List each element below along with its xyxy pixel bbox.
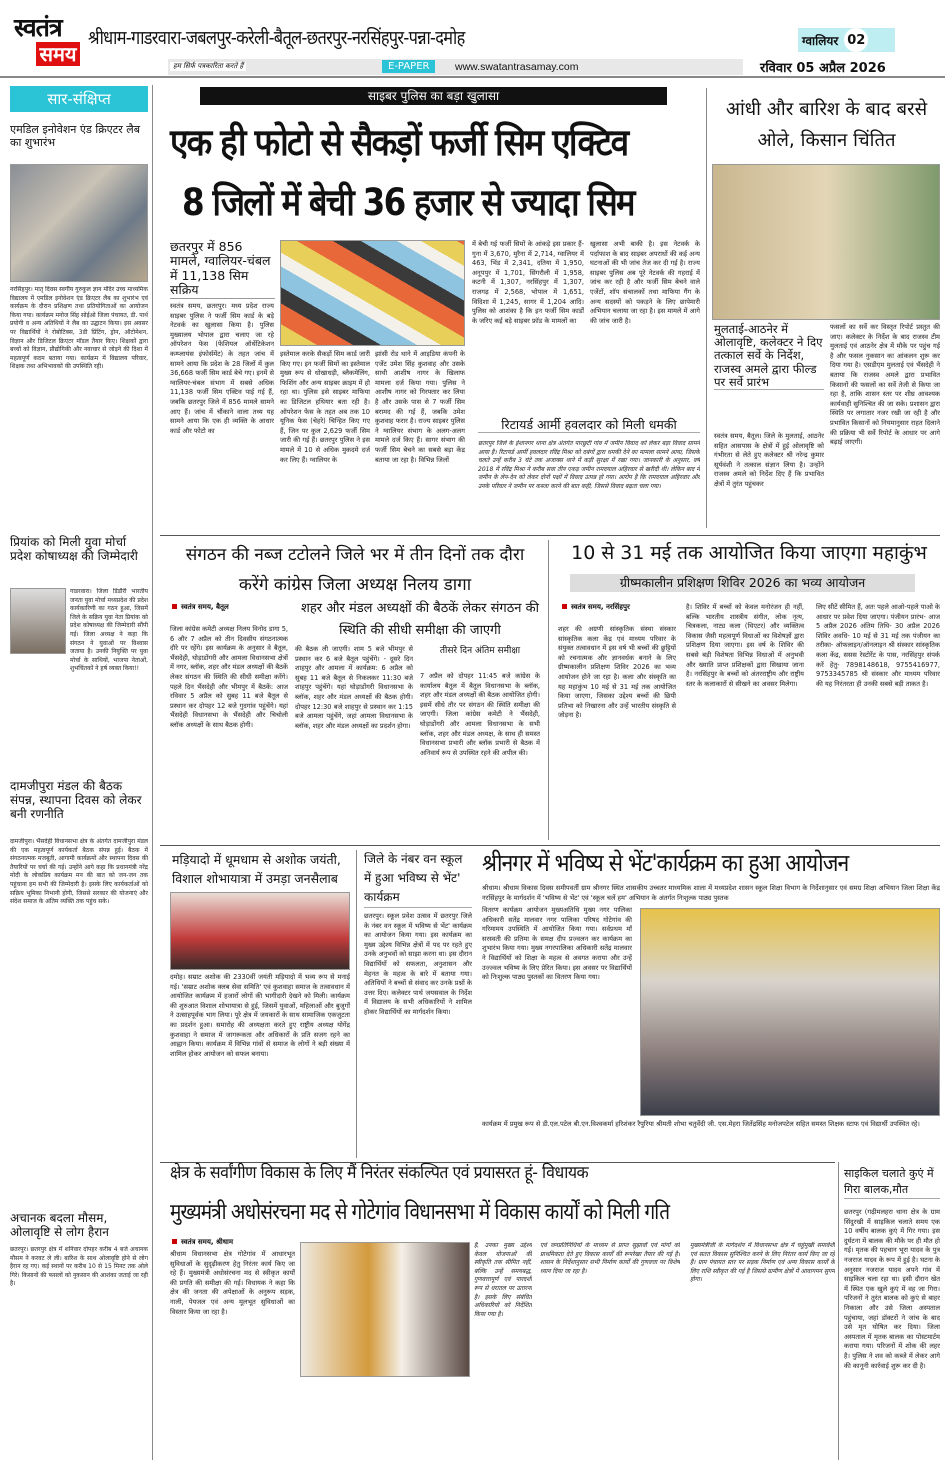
website-link[interactable]: www.swatantrasamay.com bbox=[455, 61, 579, 73]
lead-body-col2: इस्तेमाल करके सैकड़ों सिम कार्ड जारी किए गए। इन फर्जी सिमों का इस्तेमाल मुख्य रूप से धोखाधड़ी, ब्लैकमेलिंग, फिशिंग और अन्य साइबर क्राइम में हो रहा था। पुलिस इसे साइबर माफिया का डिजिटल हथियार बता रही है। ऑपरेशन फेस के तहत अब तक 10 यूनिक फेस (चेहरे) चिन्हित किए गए हैं, जिन पर कुल 2,629 फर्जी सिम जारी की गई हैं। छतरपुर पुलिस ने इस मामले में 10 से अधिक मुकदमे दर्ज कर लिए हैं। ग्वालियर के bbox=[280, 350, 370, 464]
epaper-label[interactable]: E-PAPER bbox=[382, 60, 435, 73]
cm-headline: मुख्यमंत्री अधोसंरचना मद से गोटेगांव विधानसभा में विकास कार्यों को मिली गति bbox=[170, 1200, 670, 1225]
edition-name: ग्वालियर bbox=[802, 33, 839, 48]
shrinagar-headline: श्रीनगर में भविष्य से भेंट'कार्यक्रम का हुआ आयोजन bbox=[482, 849, 849, 877]
column-divider bbox=[706, 88, 707, 528]
kumbh-headline: 10 से 31 मई तक आयोजित किया जाएगा महाकुंभ bbox=[571, 542, 927, 564]
shrinagar-body: वितरण कार्यक्रम आयोजन मुख्यअतिथि मुख्य नगर पालिका अधिकारी सतेंद्र मालवार नगर पालिका परिषद गोटेगांव की गरिमामय उपस्थिति में आयोजित किया गया। सर्वप्रथम माँ सरस्वती की प्रतिमा के समक्ष दीप प्रज्वलन कर कार्यक्रम का शुभारंभ किया गया। मुख्य नगरपालिका अधिकारी सतेंद्र मालवार ने विद्यार्थियों को शिक्षा के महत्व से अवगत कराया और उन्हें उज्ज्वल भविष्य के लिए प्रेरित किया। इस अवसर पर विद्यार्थियों को निःशुल्क पाठ्य पुस्तकों का वितरण किया गया। bbox=[482, 906, 632, 982]
threat-body: छतरपुर जिले के ईशानगर थाना क्षेत्र अंतर्गत पारछुटी गांव में जमीन विवाद को लेकर बड़ा विवाद सामने आया है। रिटायर्ड आर्मी हवलदार रविंद्र मिश्रा को दबंगों द्वारा धमकी देने का मामला सामने आया, जिसके चलते उन्हें करीब 3 घंटे तक अजाक्स थाने में कड़ी सुरक्षा में रखा गया। जानकारी के अनुसार, वर्ष 2018 में रविंद्र मिश्रा ने करीब सवा तीन एकड़ जमीन रामदयाल अहिरवार से खरीदी थी। लेकिन बाद में जमीन के लेन-देन को लेकर दोनों पक्षों में विवाद उत्पन्न हो गया। आरोप है कि रामदयाल अहिरवार और उनके परिवार ने जमीन पर कब्जा करने की बात कही, जिससे विवाद बढ़ता चला गया। bbox=[478, 440, 700, 490]
well-body: छतरपुर (गढ़ीमलहरा थाना क्षेत्र के ग्राम सिंदुरखी में साइकिल चलाते समय एक 10 वर्षीय बालक कुएं में गिर गया। इस दुर्घटना में बालक की मौके पर ही मौत हो गई। मृतक की पहचान भूरा यादव के पुत्र नजराज यादव के रूप में हुई है। घटना के अनुसार नजराज यादव अपने गांव में साइकिल चला रहा था। इसी दौरान खेत में स्थित एक खुले कुएं में वह जा गिरा। परिजनों ने तुरंत बालक को कुएं से बाहर निकाला और उसे जिला अस्पताल पहुंचाया, जहां डॉक्टरों ने जांच के बाद उसे मृत घोषित कर दिया। जिला अस्पताल में मृतक बालक का पोस्टमार्टम कराया गया। परिजनों में शोक की लहर है। पुलिस ने शव को कब्जे में लेकर आगे की कानूनी कार्रवाई शुरू कर दी है। bbox=[844, 1208, 940, 1370]
lead-body-col4: में बेची गई फर्जी सिमों के आंकड़े इस प्रकार हैं- गुना में 3,670, मुरैना में 2,714, ग्वालियर में 463, भिंड में 2,341, दतिया में 1,950, अनूपपुर में 1,701, सिंगरौली में 1,958, कटनी में 1,307, नरसिंहपुर में 1,307, राजगढ़ में 2,568, भोपाल में 1,651, विदिशा में 1,245, सागर में 1,204 आदि। पुलिस को आशंका है कि इन फर्जी सिम कार्डों के जरिए कई बड़े साइबर फ्रॉड के मामलों का bbox=[472, 240, 584, 325]
madhiya-headline: मड़ियादो में धूमधाम से अशोक जयंती, विशाल शोभायात्रा में उमड़ा जनसैलाब bbox=[172, 852, 341, 886]
congress-body-col1: जिला कांग्रेस कमेटी अध्यक्ष निलय विनोद डागा 5, 6 और 7 अप्रैल को तीन दिवसीय संगठनात्मक दौरे पर रहेंगे। इस कार्यक्रम के अनुसार वे बैतूल, भैंसदेही, घोड़ाडोंगरी और आमला विधानसभा क्षेत्रों में नगर, ब्लॉक, शहर और मंडल अध्यक्षों की बैठकें लेकर संगठन की स्थिति की सीधी समीक्षा करेंगे। पहले दिन भैंसदेही और भीमपुर में बैठकें: आज रविवार 5 अप्रैल को सुबह 11 बजे बैतूल से प्रस्थान कर दोपहर 12 बजे गुदगांव पहुंचेंगे। यहां भैंसदेही विधानसभा के भैंसदेही और चिचोली ब्लॉक अध्यक्षों के साथ बैठक होगी। bbox=[170, 625, 288, 729]
masthead bbox=[0, 0, 945, 78]
cm-body-col4: मुख्यमंत्रीजी के मार्गदर्शन में विधानसभा क्षेत्र में चहुंमुखी समावेशी एवं सतत विकास सुनिश्चित करने के लिए निरंतर कार्य किए जा रहे हैं। ग्राम पंचायत स्तर पर सड़क निर्माण एवं अन्य विकास कार्यों के लिए राशि स्वीकृत की गई है जिससे ग्रामीण क्षेत्रों में आवागमन सुगम होगा। bbox=[690, 1242, 835, 1284]
kumbh-body-col2: है। शिविर में बच्चों को केवल मनोरंजन ही नहीं, बल्कि भारतीय शास्त्रीय संगीत, लोक नृत्य, चित्रकला, नाट्य कला (थिएटर) और व्यक्तित्व विकास जैसी महत्वपूर्ण विधाओं का विशेषज्ञों द्वारा प्रशिक्षण दिया जाएगा। इस वर्ष के शिविर की सबसे बड़ी विशेषता विभिन्न विधाओं में अनुभवी और ख्याति प्राप्त प्रशिक्षकों द्वारा सिखाया जाना है। नरसिंहपुर के बच्चों को अंतरराष्ट्रीय और राष्ट्रीय स्तर के कलाकारों से सीखने का अवसर मिलेगा। bbox=[686, 603, 804, 688]
hail-subhead: मुलताई-आठनेर में ओलावृष्टि, कलेक्टर ने दिए तत्काल सर्वे के निर्देश, राजस्व अमले द्वारा फील्ड पर सर्वे प्रारंभ bbox=[714, 322, 823, 389]
shrinagar-intro: श्रीधाम। श्रीधाम विकास दिवस समीपवर्ती ग्राम श्रीनगर स्थित शासकीय उच्चतर माध्यमिक शाला में मध्यप्रदेश शासन स्कूल शिक्षा विभाग के निर्देशानुसार एवं समग्र शिक्षा अभियान जिला शिक्षा केंद्र नरसिंहपुर के मार्गदर्शन में 'भविष्य से भेंट' एवं 'स्कूल चलें हम' अभियान के अंतर्गत निःशुल्क पाठ्य पुस्तक bbox=[482, 884, 940, 902]
lead-body-col1: स्वतंत्र समय, छतरपुर। मध्य प्रदेश राज्य साइबर पुलिस ने फर्जी सिम कार्ड के बड़े नेटवर्क का खुलासा किया है। पुलिस मुख्यालय भोपाल द्वारा चलाए जा रहे ऑपरेशन फेस (फेशियल ऑथेंटिकेशन कम्प्लायंस इंफोर्समेंट) के तहत जांच में सामने आया कि प्रदेश के 28 जिलों में कुल 36,668 फर्जी सिम कार्ड बेचे गए। इनमें से ग्वालियर-चंबल संभाग में सबसे अधिक 11,138 फर्जी सिम एक्टिव पाई गई हैं, जबकि छतरपुर जिले में 856 मामले सामने आए हैं। जांच में चौंकाने वाला तथ्य यह सामने आया कि एक ही व्यक्ति के आधार कार्ड और फोटो का bbox=[170, 302, 274, 435]
congress-body-col2: की बैठक ली जाएगी। शाम 5 बजे भीमपुर से प्रस्थान कर 6 बजे बैतूल पहुंचेंगे। - दूसरे दिन शाहपुर और आमला में कार्यक्रम: 6 अप्रैल को सुबह 11 बजे बैतूल से निकलकर 11:30 बजे शाहपुर पहुंचेंगे। यहां घोड़ाडोंगरी विधानसभा के ब्लॉक, शहर और मंडल अध्यक्षों की बैठक होगी। दोपहर 12:30 बजे शाहपुर से प्रस्थान कर 1:15 बजे आमला पहुंचेंगे, जहां आमला विधानसभा के ब्लॉक, शहर और मंडल अध्यक्षों का प्रदर्शन होगा। bbox=[295, 645, 413, 730]
sidebar-section-title: सार-संक्षिप्त bbox=[10, 86, 148, 112]
shrinagar-footer: कार्यक्रम में प्रमुख रूप से डी.एल.पटेल बी.एन.विश्वकर्मा हरिशंकर रैपुरिया श्रीमती शोभा चतुर्वेदी जी. एस.मेहरा जितेंद्रसिंह मनोजपटेल सहित समस्त शिक्षक स्टाफ एवं विद्यार्थी उपस्थित रहे। bbox=[482, 1120, 920, 1128]
madhiya-body: दमोह। सम्राट अशोक की 2330वीं जयंती मड़ियादो में भव्य रूप से मनाई गई। 'सम्राट अशोक क्लब सेवा समिति' एवं कुशवाहा समाज के तत्वावधान में आयोजित कार्यक्रम में हजारों लोगों की भागीदारी देखने को मिली। कार्यक्रम की शुरुआत विशाल शोभायात्रा से हुई, जिसमें युवाओं, महिलाओं और बुजुर्गों ने उत्साहपूर्वक भाग लिया। पूरे क्षेत्र में जयकारों के साथ सामाजिक एकजुटता का प्रदर्शन हुआ। समारोह की अध्यक्षता करते हुए राष्ट्रीय अध्यक्ष योगेंद्र कुशवाहा ने समाज में जागरूकता और अधिकारों के प्रति सजग रहने का आह्वान किया। कार्यक्रम में विभिन्न गांवों से समाज के लोगों ने बड़ी संख्या में शामिल होकर आयोजन को सफल बनाया। bbox=[170, 973, 350, 1058]
congress-subhead-2: तीसरे दिन अंतिम समीक्षा bbox=[439, 646, 521, 656]
column-divider bbox=[548, 540, 549, 840]
lab-photo bbox=[10, 164, 148, 282]
section-rule bbox=[160, 845, 940, 846]
hail-field-photo bbox=[712, 164, 940, 320]
lead-headline-2: 8 जिलों में बेची 36 हजार से ज्यादा सिम bbox=[182, 181, 634, 224]
logo bbox=[14, 14, 80, 66]
cm-body-col2: है, उनका मुख्य उद्देश्य केवल योजनाओं की स्वीकृति तक सीमित नहीं, बल्कि उन्हें समयबद्ध, गुणवत्तापूर्ण एवं पारदर्शी रूप से धरातल पर उतारना है। इसके लिए संबंधित अधिकारियों को निर्देशित किया गया है। bbox=[474, 1242, 532, 1318]
masthead-cities: श्रीधाम-गाडरवारा-जबलपुर-करेली-बैतूल-छतरपुर-नरसिंहपुर-पन्ना-दमोह bbox=[88, 27, 465, 49]
cm-meeting-photo bbox=[300, 1242, 470, 1377]
logo-bottom: समय bbox=[36, 42, 80, 66]
sidebar-article-title: दामजीपुरा मंडल की बैठक संपन्न, स्थापना दिवस को लेकर बनी रणनीति bbox=[10, 779, 142, 821]
well-headline: साइकिल चलाते कुएं में गिरा बालक,मौत bbox=[844, 1166, 940, 1199]
lead-body-col5: खुलासा अभी बाकी है। इस नेटवर्क के पर्दाफाश के बाद साइबर अपराधों की कई अन्य घटनाओं की भी जांच तेज कर दी गई है। राज्य साइबर पुलिस अब पूरे नेटवर्क की गहराई में जांच कर रही है और फर्जी सिम बेचने वाले एजेंटों, शॉप संचालकों तथा माफिया गैंग के अन्य सदस्यों को पकड़ने के लिए छापेमारी अभियान चलाया जा रहा है। इस मामले में आगे की जांच जारी है। bbox=[590, 240, 700, 325]
procession-photo bbox=[170, 892, 350, 970]
priyank-photo bbox=[10, 588, 66, 654]
sidebar bbox=[10, 86, 148, 1396]
column-divider bbox=[356, 850, 357, 1158]
tagline: हम सिर्फ पत्रकारिता करते हैं bbox=[170, 62, 246, 71]
congress-subhead: शहर और मंडल अध्यक्षों की बैठकें लेकर संगठन की स्थिति की सीधी समीक्षा की जाएगी bbox=[301, 601, 539, 638]
congress-body-col3: 7 अप्रैल को दोपहर 11:45 बजे कांग्रेस के कार्यालय बैतूल में बैतूल विधानसभा के ब्लॉक, शहर और मंडल अध्यक्षों की बैठक आयोजित होगी। इसमें सीधे तौर पर संगठन की स्थिति समीक्षा की जाएगी। जिला कांग्रेस कमेटी ने भैंसदेही, घोड़ाडोंगरी और आमला विधानसभा के सभी ब्लॉक, शहर और मंडल अध्यक्ष, के साथ ही समस्त विधानसभा प्रभारी और ब्लॉक प्रभारी से बैठक में अनिवार्य रूप से उपस्थित रहने की अपील की। bbox=[420, 672, 540, 757]
lead-subhead: छतरपुर में 856 मामले, ग्वालियर-चंबल में 11,138 सिम सक्रिय bbox=[170, 240, 275, 299]
congress-byline: स्वतंत्र समय, बैतूल bbox=[172, 603, 229, 612]
logo-top: स्वतंत्र bbox=[14, 13, 62, 42]
cm-body-col1: श्रीधाम विधानसभा क्षेत्र गोटेगांव में आधारभूत सुविधाओं के सुदृढ़ीकरण हेतु निरंतर कार्य किए जा रहे हैं। मुख्यमंत्री अधोसंरचना मद से स्वीकृत कार्यों की प्रगति की समीक्षा की गई। विधायक ने कहा कि क्षेत्र की जनता की अपेक्षाओं के अनुरूप सड़क, नाली, पेयजल एवं अन्य मूलभूत सुविधाओं का विस्तार किया जा रहा है। bbox=[170, 1250, 295, 1316]
sidebar-divider bbox=[152, 85, 153, 1460]
sidebar-article-title: अचानक बदला मौसम, ओलावृष्टि से लोग हैरान bbox=[10, 1211, 109, 1239]
sim-cards-photo bbox=[280, 240, 465, 346]
congress-headline: संगठन की नब्ज टटोलने जिले भर में तीन दिनों तक दौरा करेंगे कांग्रेस जिला अध्यक्ष निलय डागा bbox=[185, 545, 525, 595]
kumbh-body-col3: लिए सीटें सीमित हैं, अतः पहले आओ-पहले पाओ के आधार पर प्रवेश दिया जाएगा। पंजीयन प्रारंभ- आज 5 अप्रैल 2026 अंतिम तिथि- 30 अप्रैल 2026 शिविर अवधि- 10 मई से 31 मई तक पंजीयन का तरीका- ऑफलाइन/ऑनलाइन श्री संस्कार सांस्कृतिक कला केंद्र, ससस रेस्टोरेंट के पास, नरसिंहपुर संपर्क करें हेतु- 7898148618, 9755416977, 9753345785 श्री संस्कार और माध्यम परिवार की यह निरंतरता ही उनकी सबसे बड़ी ताकत है। bbox=[816, 603, 940, 688]
hail-headline: आंधी और बारिश के बाद बरसे ओले, किसान चिंतित bbox=[725, 99, 928, 151]
cm-byline: स्वतंत्र समय, श्रीधाम bbox=[172, 1238, 233, 1247]
lead-headline-1: एक ही फोटो से सैकड़ों फर्जी सिम एक्टिव bbox=[170, 121, 628, 164]
kumbh-subhead: ग्रीष्मकालीन प्रशिक्षण शिविर 2026 का भव्य आयोजन bbox=[570, 574, 915, 592]
sidebar-article-title: प्रियांक को मिली युवा मोर्चा प्रदेश कोषाध्यक्ष की जिम्मेदारी bbox=[10, 535, 138, 563]
column-divider bbox=[838, 1162, 839, 1460]
lead-body-col3: झांसी रोड थाने में आइडिया कंपनी के एजेंट उमेश सिंह कुशवाह और उसके साथी आशीष नागर के खिलाफ मामला दर्ज किया गया। पुलिस ने आशीष नागर को गिरफ्तार कर लिया है और उसके पास से 7 फर्जी सिम बरामद की गई हैं, जबकि उमेश कुशवाह फरार है। राज्य साइबर पुलिस ने ग्वालियर संभाग के अलग-अलग मामले दर्ज किए हैं। सागर संभाग की फर्जी सिम बेचने का सबसे बड़ा केंद्र बताया जा रहा है। विभिन्न जिलों bbox=[375, 350, 465, 464]
book-distribution-photo bbox=[640, 908, 940, 1116]
sidebar-article-body: छतरपुर। छतरपुर क्षेत्र में शनिवार दोपहर करीब 4 बजे अचानक मौसम ने करवट ले ली। बारिश के साथ ओलावृष्टि होने से लोग हैरान रह गए। कई स्थानों पर करीब 10 से 15 मिनट तक ओले गिरे। किसानों की फसलों को नुकसान की आशंका जताई जा रही है। bbox=[10, 1246, 148, 1288]
lead-kicker: साइबर पुलिस का बड़ा खुलासा bbox=[200, 87, 667, 105]
sidebar-article-body: गाडरवारा। जिला डिंडौरी भारतीय जनता युवा मोर्चा मध्यप्रदेश की प्रदेश कार्यकारिणी का गठन हुआ, जिसमें जिले के सक्रिय युवा नेता प्रियांक को प्रदेश कोषाध्यक्ष की जिम्मेदारी सौंपी गई। जिला अध्यक्ष ने कहा कि संगठन ने युवाओं पर विश्वास जताया है। उनकी नियुक्ति पर युवा मोर्चा के साथियों, भाजपा नेताओं, शुभचिंतकों ने हर्ष व्यक्त किया!! bbox=[70, 588, 148, 673]
sidebar-article-body: दामजीपुरा। भैंसदेही विधानसभा क्षेत्र के अंतर्गत दामजीपुरा मंडल की एक महत्वपूर्ण कार्यकर्ता बैठक संपन्न हुई। बैठक में संगठनात्मक मजबूती, आगामी कार्यक्रमों और स्थापना दिवस की तैयारियों पर चर्चा की गई। उन्होंने आगे कहा कि प्रधानमंत्री नरेंद्र मोदी के लोकप्रिय कार्यक्रम मन की बात को जन-जन तक पहुंचाना हम सभी की जिम्मेदारी है। इसके लिए कार्यकर्ताओं को सक्रिय भूमिका निभानी होगी, जिससे सरकार की योजनाएं और संदेश समाज के अंतिम व्यक्ति तक पहुंच सके। bbox=[10, 838, 148, 906]
kumbh-byline: स्वतंत्र समय, नरसिंहपुर bbox=[562, 603, 630, 612]
hail-body-col1: स्वतंत्र समय, बैतूल। जिले के मुलताई, आठनेर सहित आसपास के क्षेत्रों में हुई ओलावृष्टि को गंभीरता से लेते हुए कलेक्टर श्री नरेन्द्र कुमार सूर्यवंशी ने तत्काल संज्ञान लिया है। उन्होंने राजस्व अमले को निर्देश दिए हैं कि प्रभावित क्षेत्रों में तुरंत पहुंचकर bbox=[714, 432, 824, 488]
threat-headline: रिटायर्ड आर्मी हवलदार को मिली धमकी bbox=[478, 418, 700, 433]
sidebar-article-title: एमडिल इनोवेशन एंड क्रिएटर लैब का शुभारंभ bbox=[10, 123, 141, 149]
edition-badge bbox=[798, 28, 895, 52]
school-body: छतरपुर। स्कूल प्रवेश उत्सव में छतरपुर जिले के नंबर वन स्कूल में भविष्य से भेंट' कार्यक्रम का आयोजन किया गया। इस कार्यक्रम का मुख्य उद्देश्य विभिन्न क्षेत्रों में पद पर रहते हुए उनके अनुभवों को साझा करना था। इस दौरान विद्यार्थियों को सफलता, अनुशासन और मेहनत के महत्व के बारे में बताया गया। अतिथियों ने बच्चों से संवाद कर उनके प्रश्नों के उत्तर दिए। कलेक्टर पार्थ जयसवाल के निर्देश में विद्यालय के सभी अधिकारियों ने शामिल होकर विद्यार्थियों का मार्गदर्शन किया। bbox=[364, 912, 472, 1016]
kumbh-body-col1: शहर की अग्रणी सांस्कृतिक संस्था संस्कार सांस्कृतिक कला केंद्र एवं माध्यम परिवार के संयुक्त तत्वावधान में इस वर्ष भी बच्चों की छुट्टियों को रचनात्मक और ज्ञानवर्धक बनाने के लिए ग्रीष्मकालीन प्रशिक्षण शिविर 2026 का भव्य आयोजन होने जा रहा है। कला और संस्कृति का यह महाकुंभ 10 मई से 31 मई तक आयोजित किया जाएगा, जिसका उद्देश्य बच्चों की छिपी प्रतिभा को निखारना और उन्हें भारतीय संस्कृति से जोड़ना है। bbox=[558, 625, 676, 720]
sidebar-article-body: नरसिंहपुर। मातृ दिवस स्वर्गीय गुरुकुल ज्ञान मंदिर उच्च माध्यमिक विद्यालय में एमडिल इनोवेशन एंड क्रिएटर लैब का शुभारंभ एवं कार्यक्रम के दौरान प्रशिक्षण तथा प्रतियोगिताओं का आयोजन किया गया। कार्यक्रम मनोज सिंह सोईओ जिला पंचायत, डी. पार्थ प्रयोगी व अन्य अतिथियों ने लैब का उद्घाटन किया। इस अवसर पर विद्यार्थियों ने रोबोटिक्स, 3डी प्रिंटिंग, ड्रोन, ऑटोमेशन, विज्ञान और डिजिटल क्रिएटर मॉडल तैयार किए। शिक्षकों द्वारा बच्चों को विज्ञान, प्रौद्योगिकी और नवाचार से जोड़ने की दिशा में महत्वपूर्ण कदम बताया गया। कार्यक्रम में विद्यालय परिवार, शिक्षक तथा अभिभावकों की उपस्थिति रही। bbox=[10, 286, 148, 371]
issue-date: रविवार 05 अप्रैल 2026 bbox=[760, 61, 886, 76]
cm-body-col3: एवं जनप्रतिनिधियों के माध्यम से प्राप्त सुझावों एवं मांगों को प्राथमिकता देते हुए विकास कार्यों की रूपरेखा तैयार की गई है। शासन के निर्देशानुसार सभी निर्माण कार्यों की गुणवत्ता पर विशेष ध्यान दिया जा रहा है। bbox=[540, 1242, 680, 1275]
school-headline: जिले के नंबर वन स्कूल में हुआ भविष्य से भेंट' कार्यक्रम bbox=[364, 850, 472, 908]
hail-body-col2: फसलों का सर्वे कर विस्तृत रिपोर्ट प्रस्तुत की जाए। कलेक्टर के निर्देश के बाद राजस्व टीम मुलताई एवं आठनेर क्षेत्र में मौके पर पहुंच गई है और फसल नुकसान का आंकलन शुरू कर दिया गया है। एसडीएम मुलताई एवं भैंसदेही ने बताया कि राजस्व अमले द्वारा प्रभावित किसानों की फसलों का सर्वे तेजी से किया जा रहा है, ताकि शासन स्तर पर शीघ्र आवश्यक कार्यवाही सुनिश्चित की जा सके। प्रशासन द्वारा स्थिति पर लगातार नजर रखी जा रही है और प्रभावित किसानों को नियमानुसार राहत दिलाने की प्रक्रिया भी सर्वे रिपोर्ट के आधार पर आगे बढ़ाई जाएगी। bbox=[830, 323, 940, 447]
section-rule bbox=[160, 535, 940, 536]
banner-headline: क्षेत्र के सर्वांगीण विकास के लिए मैं निरंतर संकल्पित एवं प्रयासरत हूं- विधायक bbox=[170, 1163, 589, 1183]
page-number: 02 bbox=[844, 28, 868, 52]
